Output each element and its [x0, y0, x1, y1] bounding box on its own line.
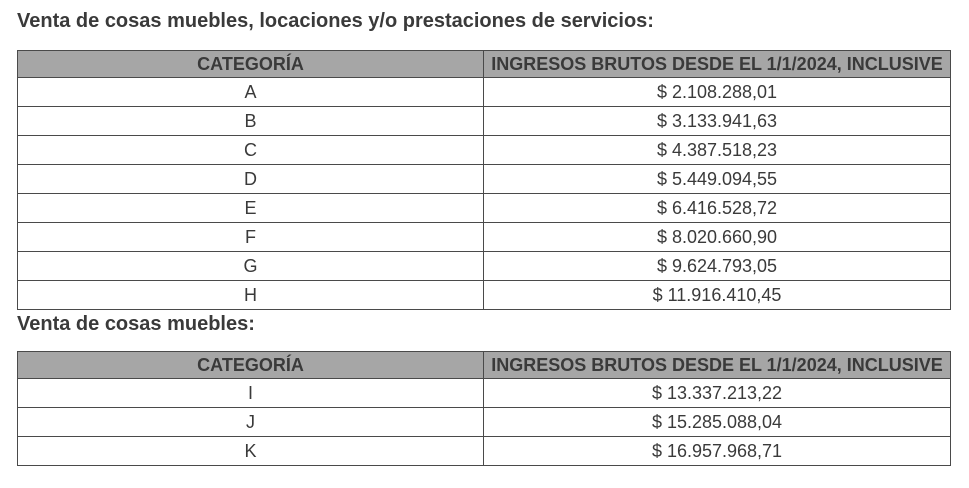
- table-row: [18, 379, 951, 408]
- table-header-row: [18, 51, 951, 78]
- category-cell: D: [18, 165, 484, 194]
- category-cell: I: [18, 379, 484, 408]
- amount-cell: $ 11.916.410,45: [484, 281, 951, 310]
- category-cell: E: [18, 194, 484, 223]
- amount-cell: $ 3.133.941,63: [484, 107, 951, 136]
- table-header-row: [18, 352, 951, 379]
- header-categoria: CATEGORÍA: [18, 352, 484, 379]
- amount-cell: $ 13.337.213,22: [484, 379, 951, 408]
- amount-cell: $ 8.020.660,90: [484, 223, 951, 252]
- category-cell: B: [18, 107, 484, 136]
- table-row: [18, 78, 951, 107]
- category-cell: A: [18, 78, 484, 107]
- header-ingresos-brutos: INGRESOS BRUTOS DESDE EL 1/1/2024, INCLUSIVE: [484, 51, 951, 78]
- section-title-servicios: Venta de cosas muebles, locaciones y/o prestaciones de servicios:: [17, 10, 654, 32]
- amount-cell: $ 9.624.793,05: [484, 252, 951, 281]
- categories-table-servicios: [17, 50, 951, 310]
- category-cell: J: [18, 408, 484, 437]
- category-cell: G: [18, 252, 484, 281]
- amount-cell: $ 15.285.088,04: [484, 408, 951, 437]
- table-row: [18, 437, 951, 466]
- table-row: [18, 136, 951, 165]
- header-categoria: CATEGORÍA: [18, 51, 484, 78]
- amount-cell: $ 5.449.094,55: [484, 165, 951, 194]
- table-row: [18, 194, 951, 223]
- table-row: [18, 165, 951, 194]
- amount-cell: $ 2.108.288,01: [484, 78, 951, 107]
- header-ingresos-brutos: INGRESOS BRUTOS DESDE EL 1/1/2024, INCLUSIVE: [484, 352, 951, 379]
- category-cell: C: [18, 136, 484, 165]
- categories-table-cosas-muebles: [17, 351, 951, 466]
- table-row: [18, 408, 951, 437]
- category-cell: K: [18, 437, 484, 466]
- table-row: [18, 252, 951, 281]
- category-cell: F: [18, 223, 484, 252]
- table-row: [18, 223, 951, 252]
- amount-cell: $ 16.957.968,71: [484, 437, 951, 466]
- table-row: [18, 107, 951, 136]
- category-cell: H: [18, 281, 484, 310]
- amount-cell: $ 6.416.528,72: [484, 194, 951, 223]
- table-row: [18, 281, 951, 310]
- section-title-cosas-muebles: Venta de cosas muebles:: [17, 313, 255, 335]
- amount-cell: $ 4.387.518,23: [484, 136, 951, 165]
